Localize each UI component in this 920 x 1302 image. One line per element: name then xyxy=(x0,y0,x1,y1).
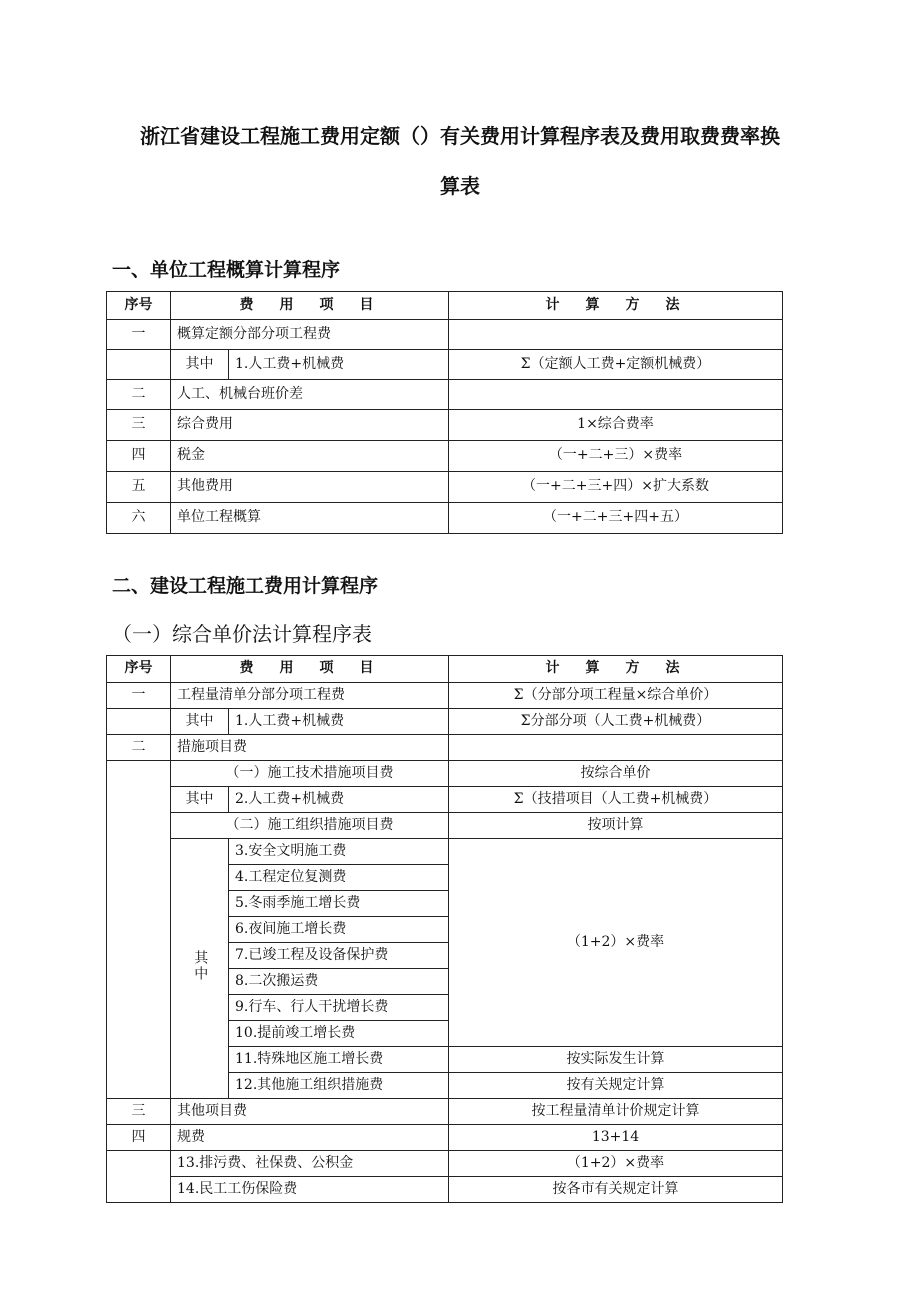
table-row xyxy=(107,683,783,709)
row-method: 按实际发生计算 xyxy=(449,1047,783,1073)
row-method: 按工程量清单计价规定计算 xyxy=(449,1099,783,1125)
row-seq: 二 xyxy=(107,735,171,761)
row-method: （一+二+三+四）×扩大系数 xyxy=(449,472,783,503)
group-item: 3.安全文明施工费 xyxy=(229,839,449,865)
table-row xyxy=(107,503,783,534)
row-sub-label: 其中 xyxy=(171,350,229,380)
table-row xyxy=(107,839,783,865)
row-item: 概算定额分部分项工程费 xyxy=(171,320,449,350)
group-item: 9.行车、行人干扰增长费 xyxy=(229,995,449,1021)
row-item: 综合费用 xyxy=(171,410,449,441)
table-row xyxy=(107,761,783,787)
group-method: （1+2）×费率 xyxy=(449,839,783,1047)
document-title-line-1: 浙江省建设工程施工费用定额（）有关费用计算程序表及费用取费费率换 xyxy=(140,124,780,148)
measure-seq-blank xyxy=(107,761,171,1099)
header-item: 费 用 项 目 xyxy=(171,656,449,683)
row-item: 税金 xyxy=(171,441,449,472)
section-2-subheading: （一）综合单价法计算程序表 xyxy=(112,622,372,646)
row-method: （一+二+三）×费率 xyxy=(449,441,783,472)
row-item: 单位工程概算 xyxy=(171,503,449,534)
row-method: 按有关规定计算 xyxy=(449,1073,783,1099)
row-item: 人工、机械台班价差 xyxy=(171,380,449,410)
group-item: 4.工程定位复测费 xyxy=(229,865,449,891)
section-1-table xyxy=(106,291,783,534)
header-item: 费 用 项 目 xyxy=(171,292,449,320)
row-method: 按各市有关规定计算 xyxy=(449,1177,783,1203)
row-seq: 一 xyxy=(107,683,171,709)
row-method xyxy=(449,320,783,350)
row-item: 其他费用 xyxy=(171,472,449,503)
row-seq: 一 xyxy=(107,320,171,350)
header-seq: 序号 xyxy=(107,292,171,320)
table-header-row xyxy=(107,292,783,320)
row-seq: 三 xyxy=(107,1099,171,1125)
row-method: Σ（分部分项工程量×综合单价） xyxy=(449,683,783,709)
table-header-row xyxy=(107,656,783,683)
row-method: Σ（技措项目（人工费+机械费） xyxy=(449,787,783,813)
table-row xyxy=(107,1099,783,1125)
row-item: 措施项目费 xyxy=(171,735,449,761)
table-row xyxy=(107,350,783,380)
row-method: （一+二+三+四+五） xyxy=(449,503,783,534)
header-method: 计 算 方 法 xyxy=(449,656,783,683)
row-item: 13.排污费、社保费、公积金 xyxy=(171,1151,449,1177)
row-item: 其他项目费 xyxy=(171,1099,449,1125)
table-row xyxy=(107,1125,783,1151)
row-method: 1×综合费率 xyxy=(449,410,783,441)
row-seq: 三 xyxy=(107,410,171,441)
row-method: 按项计算 xyxy=(449,813,783,839)
fee-seq-blank xyxy=(107,1151,171,1203)
row-seq: 四 xyxy=(107,1125,171,1151)
row-seq: 二 xyxy=(107,380,171,410)
row-method-empty xyxy=(449,735,783,761)
row-seq: 六 xyxy=(107,503,171,534)
row-sub-label: 其中 xyxy=(171,709,229,735)
row-item: 工程量清单分部分项工程费 xyxy=(171,683,449,709)
row-method: 按综合单价 xyxy=(449,761,783,787)
group-sub-label-text: 其中 xyxy=(192,950,209,983)
row-item: 1.人工费+机械费 xyxy=(229,709,449,735)
document-title-line-2: 算表 xyxy=(440,174,480,198)
row-sub-label: 其中 xyxy=(171,787,229,813)
row-item: （二）施工组织措施项目费 xyxy=(171,813,449,839)
table-row xyxy=(107,441,783,472)
table-row xyxy=(107,813,783,839)
header-seq: 序号 xyxy=(107,656,171,683)
row-item: 11.特殊地区施工增长费 xyxy=(229,1047,449,1073)
row-seq-empty xyxy=(107,709,171,735)
section-1-heading: 一、单位工程概算计算程序 xyxy=(112,259,341,281)
group-item: 6.夜间施工增长费 xyxy=(229,917,449,943)
row-seq: 四 xyxy=(107,441,171,472)
row-seq-empty xyxy=(107,350,171,380)
row-item: 12.其他施工组织措施费 xyxy=(229,1073,449,1099)
group-sub-label xyxy=(171,839,229,1099)
table-row xyxy=(107,410,783,441)
row-method: （1+2）×费率 xyxy=(449,1151,783,1177)
table-row xyxy=(107,1177,783,1203)
section-2-table xyxy=(106,655,783,1203)
row-method: Σ分部分项（人工费+机械费） xyxy=(449,709,783,735)
section-2-heading: 二、建设工程施工费用计算程序 xyxy=(112,575,379,597)
table-row xyxy=(107,320,783,350)
table-row xyxy=(107,787,783,813)
table-row xyxy=(107,735,783,761)
row-item: 规费 xyxy=(171,1125,449,1151)
table-row xyxy=(107,380,783,410)
group-item: 8.二次搬运费 xyxy=(229,969,449,995)
row-seq: 五 xyxy=(107,472,171,503)
group-item: 10.提前竣工增长费 xyxy=(229,1021,449,1047)
group-item: 5.冬雨季施工增长费 xyxy=(229,891,449,917)
table-row xyxy=(107,472,783,503)
row-method: Σ（定额人工费+定额机械费） xyxy=(449,350,783,380)
row-item: 1.人工费+机械费 xyxy=(229,350,449,380)
row-item: （一）施工技术措施项目费 xyxy=(171,761,449,787)
table-row xyxy=(107,709,783,735)
table-row xyxy=(107,1151,783,1177)
row-item: 2.人工费+机械费 xyxy=(229,787,449,813)
group-item: 7.已竣工程及设备保护费 xyxy=(229,943,449,969)
header-method: 计 算 方 法 xyxy=(449,292,783,320)
row-method xyxy=(449,380,783,410)
row-method: 13+14 xyxy=(449,1125,783,1151)
row-item: 14.民工工伤保险费 xyxy=(171,1177,449,1203)
